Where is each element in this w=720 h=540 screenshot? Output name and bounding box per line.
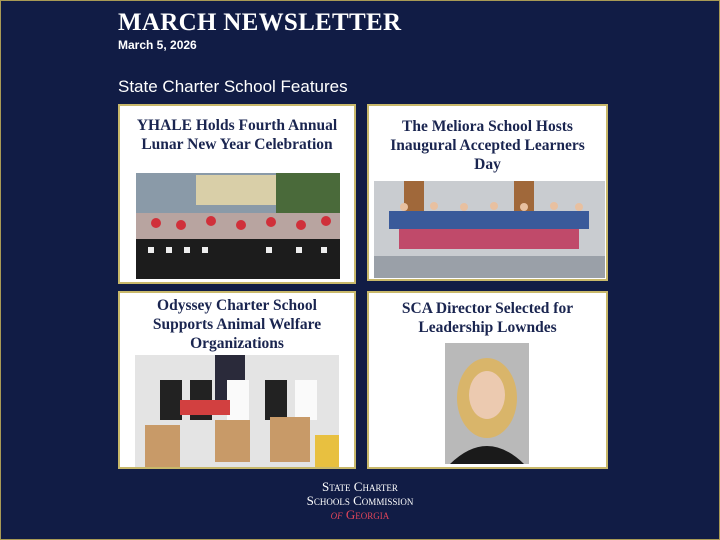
director-portrait-photo — [445, 343, 529, 464]
card-headline: The Meliora School Hosts Inaugural Accepted Learners Day — [390, 118, 585, 173]
feature-card-odyssey[interactable] — [118, 291, 356, 469]
logo-of: of — [330, 507, 343, 522]
section-heading: State Charter School Features — [118, 77, 348, 96]
feature-card-meliora[interactable] — [367, 104, 608, 281]
commission-logo — [270, 480, 450, 522]
newsletter-date: March 5, 2026 — [118, 38, 197, 52]
lunar-new-year-photo — [136, 173, 340, 279]
logo-line1: State Charter — [322, 479, 398, 494]
feature-card-yhale[interactable] — [118, 104, 356, 284]
donation-photo — [135, 355, 339, 467]
newsletter-title: MARCH NEWSLETTER — [118, 9, 402, 36]
logo-line2: Schools Commission — [306, 493, 414, 508]
card-headline: YHALE Holds Fourth Annual Lunar New Year Celebration — [136, 117, 338, 153]
students-group-photo — [374, 181, 605, 278]
feature-card-sca-director[interactable] — [367, 291, 608, 469]
logo-state: Georgia — [345, 507, 390, 522]
card-headline: Odyssey Charter School Supports Animal Welfare Organizations — [152, 297, 322, 352]
logo-line3 — [270, 508, 450, 522]
card-headline: SCA Director Selected for Leadership Lowndes — [401, 300, 574, 336]
